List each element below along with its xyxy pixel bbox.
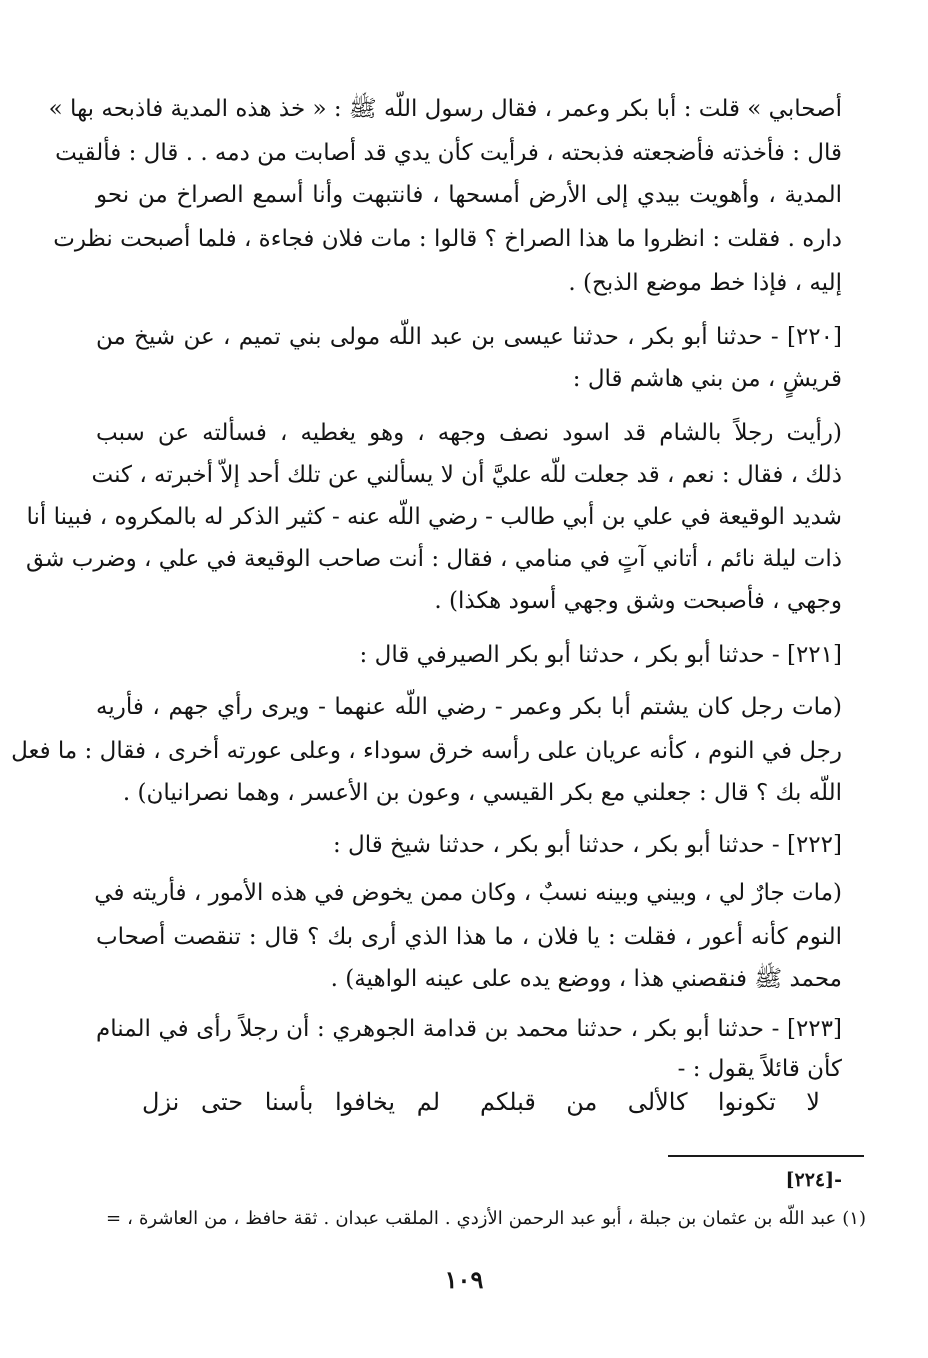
text-line: قال : فأخذته فأضجعته فذبحته ، فرأيت كأن يدي قد أصابت من دمه . . قال : فألقيت — [55, 140, 842, 166]
text-line: ذلك ، فقال : نعم ، قد جعلت للّه عليَّ أن لا يسألني عن تلك أحد إلاّ أخبرته ، كنت — [91, 462, 842, 488]
hadith-heading-221: [٢٢١] - حدثنا أبو بكر ، حدثنا أبو بكر الصيرفي قال : — [359, 642, 842, 668]
text-line: (مات رجل كان يشتم أبا بكر وعمر - رضي اللّه عنهما - ويرى رأي جهم ، فأريه — [96, 694, 842, 720]
text-line: المدية ، وأهويت بيدي إلى الأرض أمسحها ، فانتبهت وأنا أسمع الصراخ من نحو — [96, 182, 842, 208]
text-line: (مات جارٌ لي ، وبيني وبينه نسبٌ ، وكان ممن يخوض في هذه الأمور ، فأريته في — [94, 880, 842, 906]
text-line: قريشٍ ، من بني هاشم قال : — [572, 366, 842, 392]
footnote-text: (١) عبد اللّه بن عثمان بن جبلة ، أبو عبد الرحمن الأزدي . الملقب عبدان . ثقة حافظ ، من العاشرة ، = — [106, 1208, 866, 1229]
text-line: وجهي ، فأصبحت وشق وجهي أسود هكذا) . — [434, 588, 842, 614]
text-line: محمد ﷺ فنقصني هذا ، ووضع يده على عينه الواهية) . — [330, 966, 842, 992]
text-line: (رأيت رجلاً بالشام قد اسود نصف وجهه ، وهو يغطيه ، فسألته عن سبب — [96, 420, 842, 446]
text-line: ذات ليلة نائم ، أتاني آتٍ في منامي ، فقال : أنت صاحب الوقيعة في علي ، وضرب شق — [25, 546, 842, 572]
text-line: أصحابي » قلت : أبا بكر وعمر ، فقال رسول اللّه ﷺ : « خذ هذه المدية فاذبحه بها » — [48, 96, 842, 122]
text-line: إليه ، فإذا خط موضع الذبح) . — [568, 270, 842, 296]
hadith-heading-223: [٢٢٣] - حدثنا أبو بكر ، حدثنا محمد بن قدامة الجوهري : أن رجلاً رأى في المنام — [96, 1016, 842, 1042]
verse-first-hemistich: لا تكونوا كالألى من قبلكم — [480, 1088, 820, 1116]
verse-second-hemistich: لم يخافوا بأسنا حتى نزل — [142, 1088, 440, 1116]
footnote-marker: -[٢٢٤] — [785, 1169, 842, 1191]
text-line: النوم كأنه أعور ، فقلت : يا فلان ، ما هذا الذي أرى بك ؟ قال : تنقصت أصحاب — [96, 924, 842, 950]
hadith-heading-222: [٢٢٢] - حدثنا أبو بكر ، حدثنا أبو بكر ، حدثنا شيخ قال : — [332, 832, 842, 858]
footnote-divider — [668, 1155, 864, 1157]
text-line: اللّه بك ؟ قال : جعلني مع بكر القيسي ، وعون بن الأعسر ، وهما نصرانيان) . — [122, 780, 842, 806]
hadith-heading-220: [٢٢٠] - حدثنا أبو بكر ، حدثنا عيسى بن عبد اللّه مولى بني تميم ، عن شيخ من — [96, 324, 842, 350]
text-line: داره . فقلت : انظروا ما هذا الصراخ ؟ قالوا : مات فلان فجاءة ، فلما أصبحت نظرت — [53, 226, 842, 252]
text-line: شديد الوقيعة في علي بن أبي طالب - رضي اللّه عنه - كثير الذكر له بالمكروه ، فبينا أنا — [26, 504, 842, 530]
page-number: ١٠٩ — [444, 1265, 484, 1294]
text-line: رجل في النوم ، كأنه عريان على رأسه خرق سوداء ، وعلى عورته أخرى ، فقال : ما فعل — [11, 738, 842, 764]
text-line: كأن قائلاً يقول : - — [677, 1056, 842, 1082]
